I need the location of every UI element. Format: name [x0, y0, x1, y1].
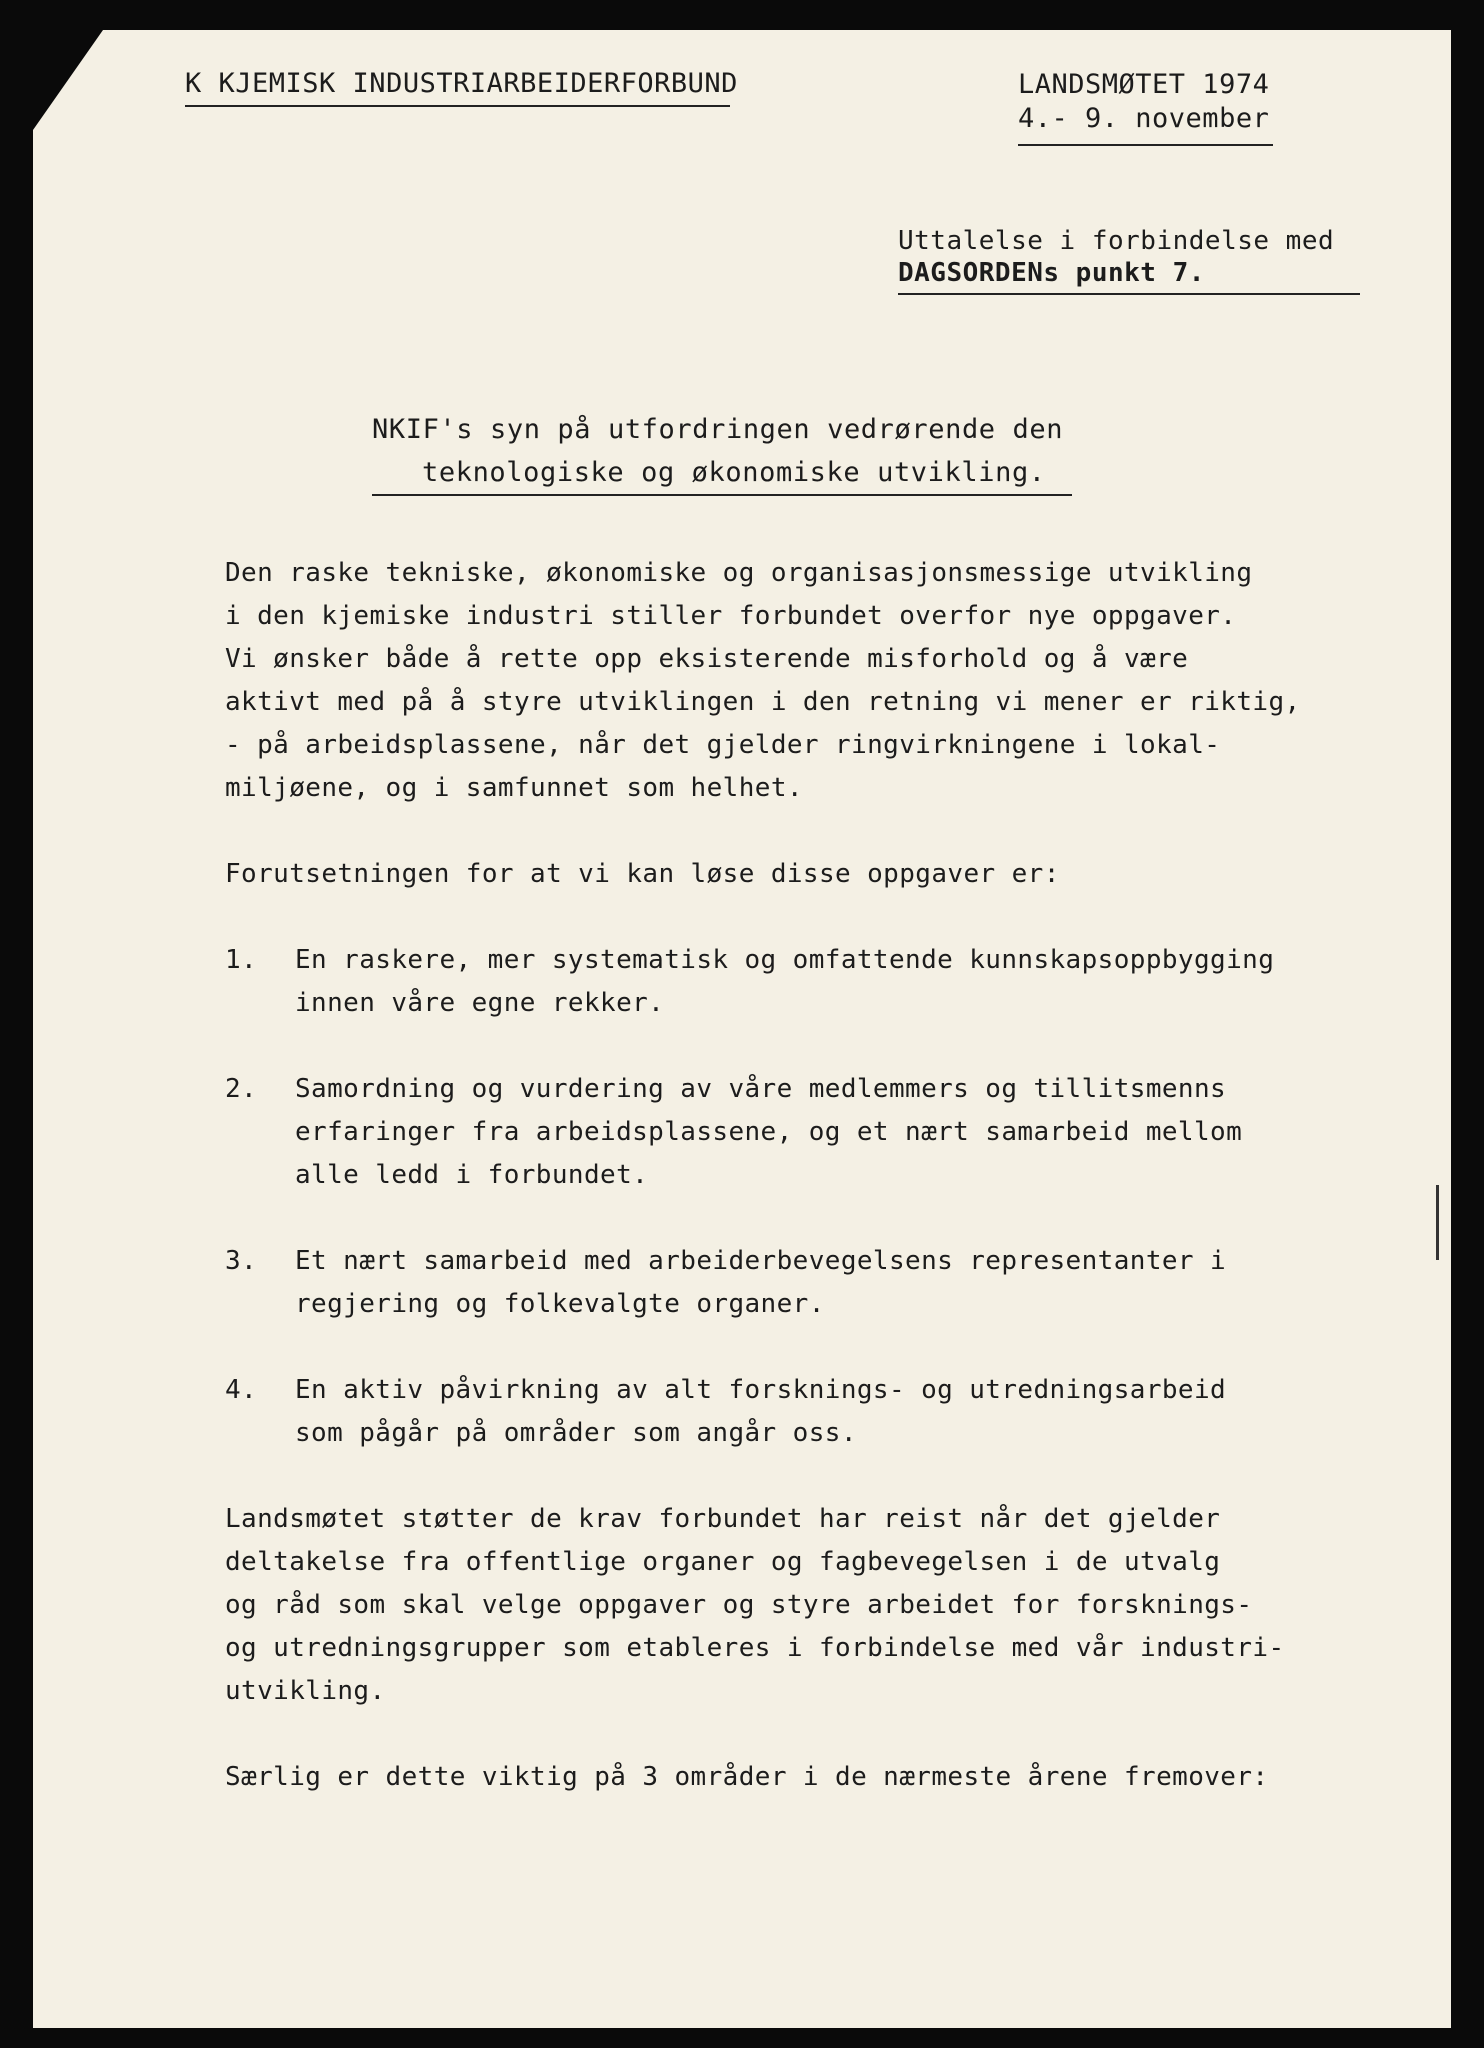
document-title	[372, 408, 1072, 496]
text-line: miljøene, og i samfunnet som helhet.	[225, 773, 803, 803]
agenda-reference	[898, 225, 1360, 295]
list-item-1	[225, 939, 1375, 1025]
text-line: deltakelse fra offentlige organer og fagbevegelsen i de utvalg	[225, 1547, 1221, 1577]
paragraph-1	[225, 552, 1375, 810]
organization-header: K KJEMISK INDUSTRIARBEIDERFORBUND	[185, 68, 730, 107]
intro-line: Forutsetningen for at vi kan løse disse oppgaver er:	[225, 859, 1060, 889]
closing-line: Særlig er dette viktig på 3 områder i de nærmeste årene fremover:	[225, 1762, 1269, 1792]
meeting-header	[1018, 68, 1273, 146]
list-item-3	[225, 1240, 1375, 1326]
meeting-name: LANDSMØTET 1974	[1018, 69, 1270, 100]
text-line: som pågår på områder som angår oss.	[295, 1418, 857, 1448]
text-line: og utredningsgrupper som etableres i forbindelse med vår industri-	[225, 1633, 1285, 1663]
text-line: aktivt med på å styre utviklingen i den retning vi mener er riktig,	[225, 687, 1301, 717]
text-line: Den raske tekniske, økonomiske og organisasjonsmessige utvikling	[225, 558, 1253, 588]
meeting-dates: 4.- 9. november	[1018, 103, 1270, 134]
list-item-4	[225, 1369, 1375, 1455]
text-line: Et nært samarbeid med arbeiderbevegelsens representanter i	[295, 1246, 1227, 1276]
text-line: - på arbeidsplassene, når det gjelder ringvirkningene i lokal-	[225, 730, 1221, 760]
text-line: erfaringer fra arbeidsplassene, og et nært samarbeid mellom	[295, 1117, 1243, 1147]
item-number: 3.	[225, 1246, 258, 1276]
text-line: Vi ønsker både å rette opp eksisterende misforhold og å være	[225, 644, 1189, 674]
text-line: utvikling.	[225, 1676, 386, 1706]
text-line: alle ledd i forbundet.	[295, 1160, 649, 1190]
margin-mark	[1436, 1185, 1439, 1260]
text-line: innen våre egne rekker.	[295, 988, 665, 1018]
text-line: regjering og folkevalgte organer.	[295, 1289, 825, 1319]
text-line: En aktiv påvirkning av alt forsknings- og utredningsarbeid	[295, 1375, 1227, 1405]
item-number: 4.	[225, 1375, 258, 1405]
item-number: 1.	[225, 945, 258, 975]
paragraph-2	[225, 1498, 1375, 1713]
text-line: og råd som skal velge oppgaver og styre arbeidet for forsknings-	[225, 1590, 1253, 1620]
document-body	[225, 552, 1375, 1799]
text-line: Landsmøtet støtter de krav forbundet har reist når det gjelder	[225, 1504, 1221, 1534]
torn-corner	[33, 30, 103, 130]
text-line: En raskere, mer systematisk og omfattende kunnskapsoppbygging	[295, 945, 1275, 975]
list-item-2	[225, 1068, 1375, 1197]
item-number: 2.	[225, 1074, 258, 1104]
title-line-2: teknologiske og økonomiske utvikling.	[422, 457, 1046, 488]
reference-line-2: DAGSORDENs punkt 7.	[898, 258, 1205, 288]
reference-line-1: Uttalelse i forbindelse med	[898, 226, 1335, 256]
text-line: Samordning og vurdering av våre medlemmers og tillitsmenns	[295, 1074, 1227, 1104]
title-line-1: NKIF's syn på utfordringen vedrørende den	[372, 414, 1064, 445]
text-line: i den kjemiske industri stiller forbundet overfor nye oppgaver.	[225, 601, 1237, 631]
